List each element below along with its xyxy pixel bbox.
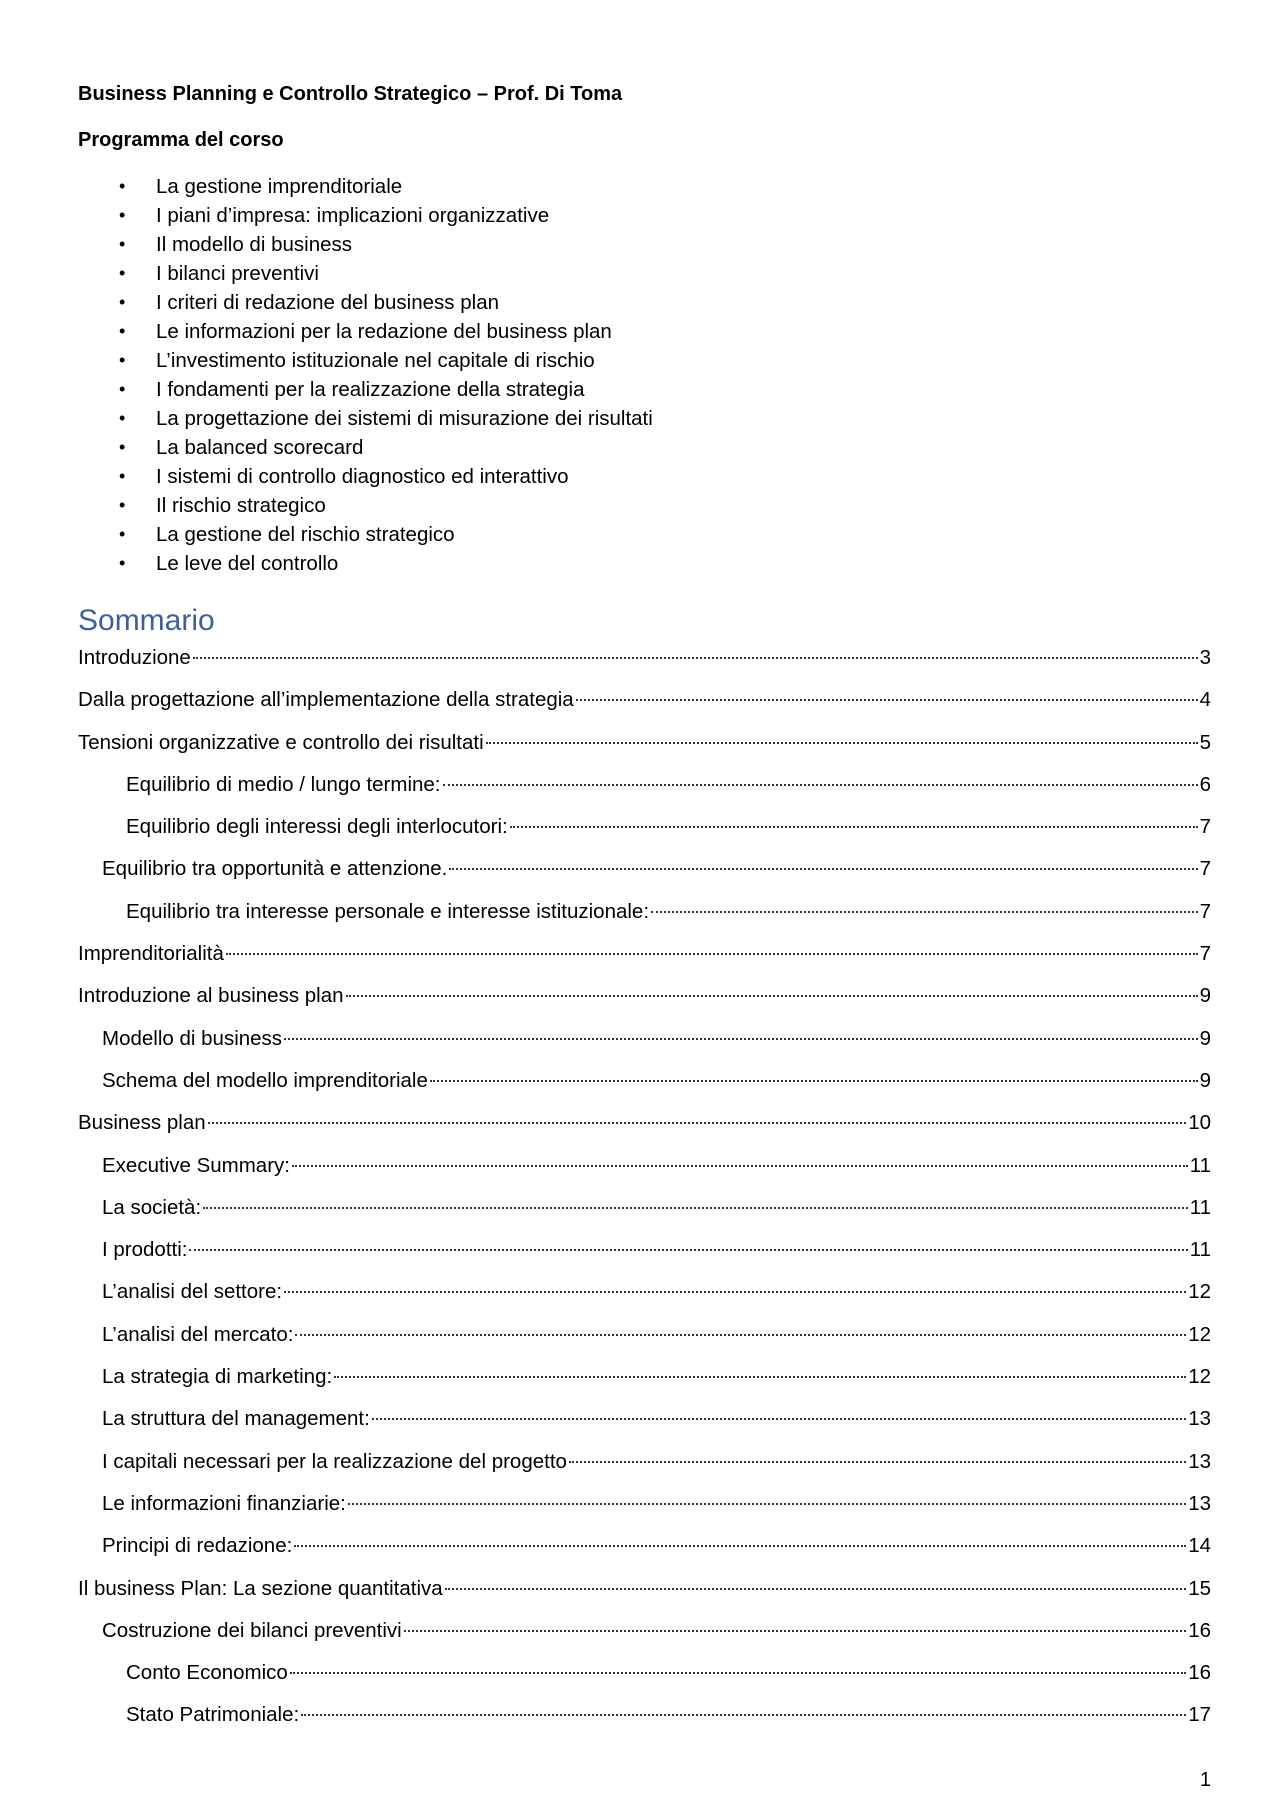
program-item-text: I criteri di redazione del business plan	[156, 291, 499, 314]
toc-dot-leader	[294, 1544, 1186, 1547]
toc-entry[interactable]	[78, 1700, 1211, 1742]
toc-entry-label[interactable]: Business plan	[78, 1111, 206, 1135]
bullet-icon: •	[119, 176, 126, 196]
toc-dot-leader	[430, 1079, 1198, 1082]
toc-entry-page[interactable]: 13	[1188, 1449, 1211, 1473]
toc-entry-page[interactable]: 12	[1188, 1365, 1211, 1389]
program-list-item	[78, 201, 653, 230]
program-heading: Programma del corso	[78, 129, 284, 151]
toc-entry-page[interactable]: 10	[1188, 1111, 1211, 1135]
program-item-text: Le leve del controllo	[156, 552, 339, 575]
program-list-item	[78, 317, 653, 346]
toc-entry[interactable]	[78, 1362, 1211, 1404]
program-item-text: I fondamenti per la realizzazione della strategia	[156, 378, 585, 401]
toc-dot-leader	[203, 1206, 1188, 1209]
bullet-icon: •	[119, 408, 126, 428]
program-item-text: La gestione imprenditoriale	[156, 175, 403, 198]
program-list-item	[78, 230, 653, 259]
program-list-item	[78, 433, 653, 462]
toc-entry-label[interactable]: L’analisi del settore:	[102, 1280, 283, 1304]
bullet-icon: •	[119, 292, 126, 312]
toc-entry[interactable]	[78, 854, 1211, 896]
toc-dot-leader	[486, 741, 1198, 744]
toc-dot-leader	[290, 1671, 1186, 1674]
toc-entry-label[interactable]: Equilibrio di medio / lungo termine:	[126, 772, 441, 796]
toc-entry-page[interactable]: 13	[1188, 1491, 1211, 1515]
toc-dot-leader	[404, 1629, 1187, 1632]
toc-entry-label[interactable]: La società:	[102, 1195, 202, 1219]
toc-entry-page[interactable]: 3	[1199, 646, 1211, 669]
toc-entry[interactable]	[78, 685, 1211, 727]
toc-entry-label[interactable]: Equilibrio degli interessi degli interlocutori:	[126, 815, 508, 839]
bullet-icon: •	[119, 263, 126, 283]
toc-dot-leader	[576, 698, 1198, 701]
toc-entry[interactable]	[78, 1151, 1211, 1193]
toc-dot-leader	[284, 1290, 1186, 1293]
program-item-text: La progettazione dei sistemi di misurazione dei risultati	[156, 407, 653, 430]
toc-entry[interactable]	[78, 1024, 1211, 1066]
toc-dot-leader	[443, 783, 1198, 786]
toc-entry[interactable]	[78, 1277, 1211, 1319]
toc-entry-page[interactable]: 16	[1188, 1618, 1211, 1642]
bullet-icon: •	[119, 495, 126, 515]
bullet-icon: •	[119, 205, 126, 225]
toc-entry-label[interactable]: Le informazioni finanziarie:	[102, 1491, 346, 1515]
toc-entry-label[interactable]: Conto Economico	[126, 1661, 288, 1685]
program-item-text: I sistemi di controllo diagnostico ed interattivo	[156, 465, 569, 488]
program-item-text: I piani d’impresa: implicazioni organizzative	[156, 204, 550, 227]
toc-dot-leader	[445, 1587, 1187, 1590]
toc-entry[interactable]	[78, 1320, 1211, 1362]
program-list-item	[78, 520, 653, 549]
toc-entry[interactable]	[78, 728, 1211, 770]
toc-entry-label[interactable]: I prodotti:	[102, 1238, 188, 1262]
program-list-item	[78, 346, 653, 375]
bullet-icon: •	[119, 379, 126, 399]
toc-entry-page[interactable]: 11	[1189, 1153, 1211, 1177]
toc-entry-page[interactable]: 7	[1199, 942, 1211, 966]
toc-entry-label[interactable]: Il business Plan: La sezione quantitativa	[78, 1576, 443, 1600]
toc-dot-leader	[651, 910, 1198, 913]
toc-entry-page[interactable]: 14	[1188, 1534, 1211, 1558]
toc-entry[interactable]	[78, 643, 1211, 685]
toc-entry-page[interactable]: 4	[1199, 688, 1211, 712]
toc-title: Sommario	[78, 604, 215, 637]
toc-dot-leader	[284, 1037, 1198, 1040]
toc-entry[interactable]	[78, 939, 1211, 981]
program-list-item	[78, 375, 653, 404]
toc-entry-label[interactable]: Imprenditorialità	[78, 942, 224, 966]
toc-entry-label[interactable]: Costruzione dei bilanci preventivi	[102, 1618, 402, 1642]
bullet-icon: •	[119, 350, 126, 370]
toc-entry[interactable]	[78, 1574, 1211, 1616]
toc-entry-label[interactable]: La struttura del management:	[102, 1407, 370, 1431]
toc-entry-page[interactable]: 16	[1188, 1661, 1211, 1685]
toc-entry[interactable]	[78, 1447, 1211, 1489]
toc-entry[interactable]	[78, 770, 1211, 812]
toc-entry-label[interactable]: Introduzione al business plan	[78, 984, 344, 1008]
bullet-icon: •	[119, 466, 126, 486]
toc-entry[interactable]	[78, 1658, 1211, 1700]
toc-entry-page[interactable]: 12	[1188, 1322, 1211, 1346]
program-list-item	[78, 491, 653, 520]
toc-entry[interactable]	[78, 1066, 1211, 1108]
toc-entry-label[interactable]: L’analisi del mercato:	[102, 1322, 294, 1346]
toc-entry-label[interactable]: I capitali necessari per la realizzazione del progetto	[102, 1449, 567, 1473]
toc-entry-page[interactable]: 11	[1189, 1195, 1211, 1219]
toc-entry[interactable]	[78, 1108, 1211, 1150]
toc-entry-page[interactable]: 9	[1199, 1026, 1211, 1050]
toc-dot-leader	[226, 952, 1198, 955]
toc-entry-label[interactable]: Stato Patrimoniale:	[126, 1703, 300, 1727]
toc-entry-label[interactable]: Equilibrio tra opportunità e attenzione.	[102, 857, 448, 881]
page-number: 1	[1199, 1769, 1211, 1791]
toc-dot-leader	[348, 1502, 1186, 1505]
toc-entry-label[interactable]: Schema del modello imprenditoriale	[102, 1068, 428, 1092]
bullet-icon: •	[119, 553, 126, 573]
toc-entry-label[interactable]: Tensioni organizzative e controllo dei risultati	[78, 730, 484, 754]
bullet-icon: •	[119, 234, 126, 254]
program-list-item	[78, 549, 653, 578]
toc-dot-leader	[295, 1333, 1186, 1336]
toc-entry-page[interactable]: 13	[1188, 1407, 1211, 1431]
program-item-text: Le informazioni per la redazione del business plan	[156, 320, 612, 343]
toc-entry-label[interactable]: Executive Summary:	[102, 1153, 290, 1177]
toc-entry-page[interactable]: 9	[1199, 984, 1211, 1008]
toc-entry[interactable]	[78, 1193, 1211, 1235]
toc-dot-leader	[334, 1375, 1186, 1378]
bullet-icon: •	[119, 437, 126, 457]
toc-dot-leader	[193, 656, 1198, 659]
toc-entry[interactable]	[78, 981, 1211, 1023]
toc-entry-page[interactable]: 7	[1199, 857, 1211, 881]
program-list-item	[78, 462, 653, 491]
toc-entry-page[interactable]: 11	[1189, 1238, 1211, 1262]
program-list-item	[78, 259, 653, 288]
program-list-item	[78, 172, 653, 201]
toc-entry-page[interactable]: 6	[1199, 772, 1211, 796]
toc-dot-leader	[449, 867, 1197, 870]
program-list-item	[78, 404, 653, 433]
toc-dot-leader	[301, 1713, 1186, 1716]
toc-entry-page[interactable]: 17	[1188, 1703, 1211, 1727]
program-item-text: La balanced scorecard	[156, 436, 364, 459]
toc-entry[interactable]	[78, 1235, 1211, 1277]
toc-entry-label[interactable]: La strategia di marketing:	[102, 1365, 333, 1389]
toc-entry[interactable]	[78, 1489, 1211, 1531]
toc-entry[interactable]	[78, 1616, 1211, 1658]
program-item-text: Il rischio strategico	[156, 494, 326, 517]
toc-entry-page[interactable]: 9	[1199, 1068, 1211, 1092]
toc-dot-leader	[569, 1460, 1186, 1463]
program-list	[78, 172, 653, 578]
toc-entry[interactable]	[78, 1531, 1211, 1573]
table-of-contents	[78, 643, 1211, 1743]
program-item-text: L’investimento istituzionale nel capitale di rischio	[156, 349, 595, 372]
program-item-text: La gestione del rischio strategico	[156, 523, 455, 546]
program-item-text: I bilanci preventivi	[156, 262, 319, 285]
toc-dot-leader	[346, 994, 1198, 997]
toc-entry-label[interactable]: Dalla progettazione all’implementazione della strategia	[78, 688, 574, 712]
bullet-icon: •	[119, 321, 126, 341]
program-item-text: Il modello di business	[156, 233, 352, 256]
toc-dot-leader	[510, 825, 1198, 828]
toc-entry-page[interactable]: 5	[1199, 730, 1211, 754]
toc-entry-page[interactable]: 15	[1188, 1576, 1211, 1600]
toc-entry-label[interactable]: Equilibrio tra interesse personale e interesse istituzionale:	[126, 899, 650, 923]
document-title: Business Planning e Controllo Strategico – Prof. Di Toma	[78, 83, 623, 105]
toc-entry[interactable]	[78, 1404, 1211, 1446]
toc-entry-page[interactable]: 7	[1199, 815, 1211, 839]
toc-dot-leader	[372, 1417, 1186, 1420]
bullet-icon: •	[119, 524, 126, 544]
toc-dot-leader	[189, 1248, 1187, 1251]
toc-dot-leader	[208, 1121, 1187, 1124]
toc-entry-label[interactable]: Introduzione	[78, 646, 191, 669]
toc-entry-label[interactable]: Modello di business	[102, 1026, 283, 1050]
toc-entry[interactable]	[78, 812, 1211, 854]
toc-entry-page[interactable]: 12	[1188, 1280, 1211, 1304]
program-list-item	[78, 288, 653, 317]
toc-entry-label[interactable]: Principi di redazione:	[102, 1534, 293, 1558]
toc-dot-leader	[292, 1164, 1188, 1167]
toc-entry-page[interactable]: 7	[1199, 899, 1211, 923]
toc-entry[interactable]	[78, 897, 1211, 939]
